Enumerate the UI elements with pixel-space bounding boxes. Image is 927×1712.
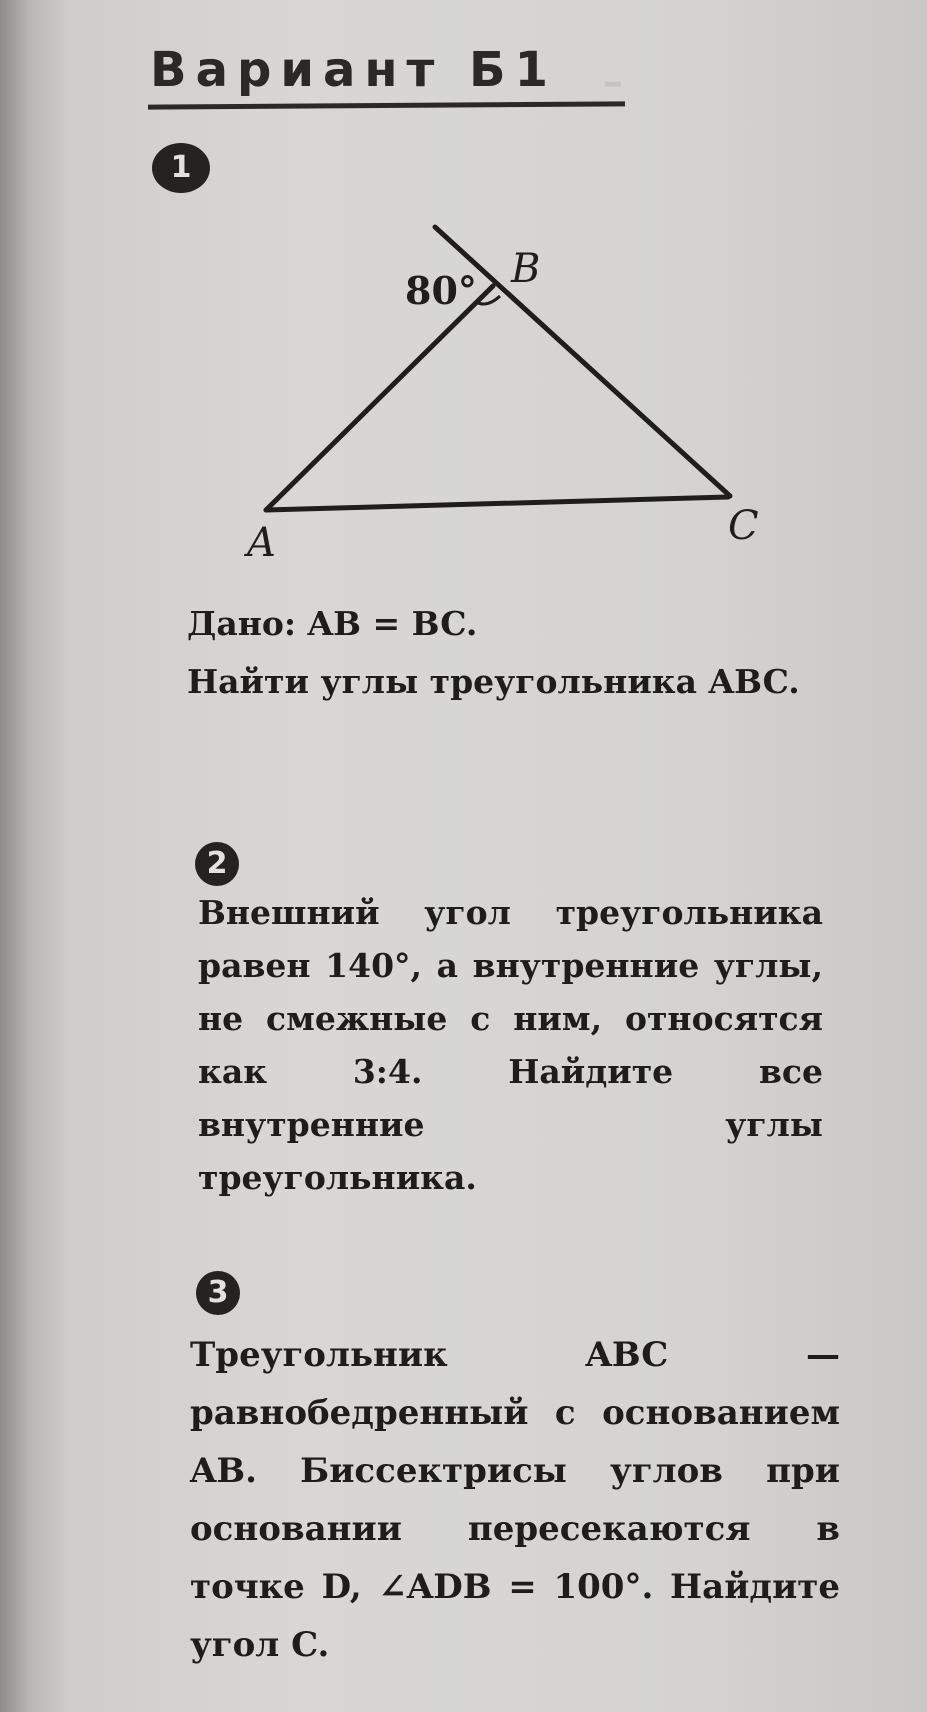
- angle-label: 80°: [405, 268, 477, 313]
- page-title: Вариант Б1: [150, 42, 558, 98]
- problem-1-question: Найти углы треугольника ABC.: [187, 662, 800, 701]
- vertex-label-c: C: [728, 503, 759, 549]
- side-ac: [266, 497, 728, 510]
- problem-2-text: Внешний угол треугольника равен 140°, а внутренние углы, не смежные с ним, относятся как 3:4. Найдите все внутренние углы треугольника.: [198, 893, 823, 1197]
- problem-3-text: Треугольник ABC — равнобедренный с основанием AB. Биссектрисы углов при основании пересекаются в точке D, ∠ADB = 100°. Найдите угол C.: [190, 1335, 840, 1665]
- side-ab: [266, 286, 493, 510]
- problem-number-2: 2: [195, 842, 239, 886]
- problem-1-given: Дано: AB = BC.: [187, 604, 478, 643]
- show-through-text: ˍ: [600, 30, 626, 90]
- side-bc-extension: [435, 227, 730, 496]
- vertex-label-a: A: [247, 520, 276, 566]
- problem-number-3: 3: [196, 1271, 240, 1315]
- problem-number-1: 1: [152, 143, 210, 193]
- vertex-label-b: B: [511, 246, 541, 292]
